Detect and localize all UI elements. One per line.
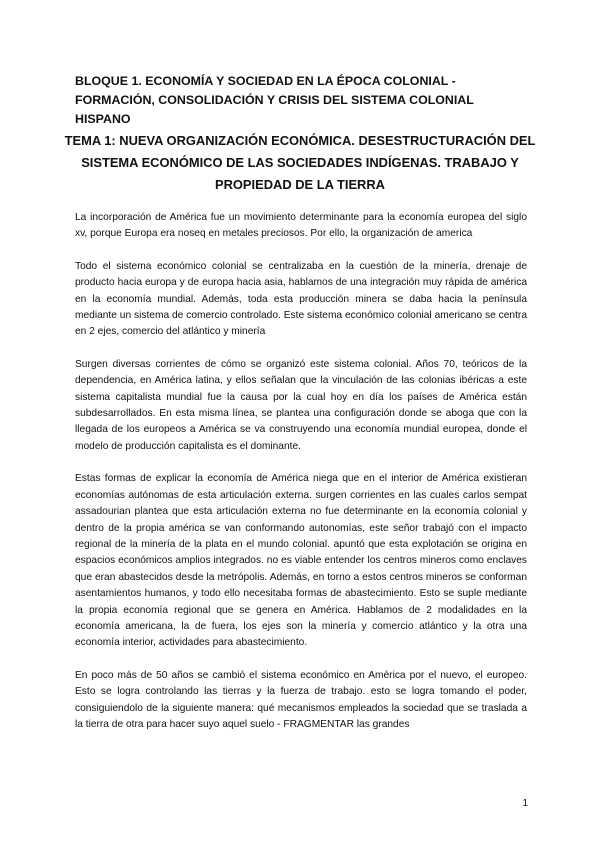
paragraph: Estas formas de explicar la economía de América niega que en el interior de América existieran economías autónomas de esta articulación externa. surgen corrientes en las cuales carlos sempat assadourian plantea que esta articulación externa no fue determinante en la economía colonial y dentro de la propia américa se van conformando autonomías, este señor trabajó con el impacto regional de la minería de la plata en el mundo colonial. apuntó que esta explotación se origina en espacios económicos amplios integrados. no es viable entender los centros mineros como enclaves que eran abastecidos desde la metrópolis. Además, en torno a estos centros mineros se conforman asentamientos humanos, y todo ello necesitaba formas de abastecimiento. Esto se suple mediante la propia economía regional que se genera en América. Hablamos de 2 modalidades en la economía americana, la de fuera, los ejes son la minería y comercio atlántico y la otra una economía interior, actividades para abastecimiento. — [75, 473, 527, 649]
block-title: BLOQUE 1. ECONOMÍA Y SOCIEDAD EN LA ÉPOCA COLONIAL - FORMACIÓN, CONSOLIDACIÓN Y CRISIS DEL SISTEMA COLONIAL HISPANO — [75, 74, 474, 126]
paragraph: Todo el sistema económico colonial se centralizaba en la cuestión de la minería, drenaje de producto hacia europa y de europa hacia asia, hablamos de una integración muy rápida de américa en la economía mundial. Además, toda esta producción minera se daba hacia la península mediante un sistema de comercio controlado. Este sistema económico colonial americano se centra en 2 ejes, comercio del atlántico y minería — [75, 260, 527, 338]
paragraph: La incorporación de América fue un movimiento determinante para la economía europea del siglo xv, porque Europa era noseq en metales preciosos. Por ello, la organización de america — [75, 212, 527, 240]
paragraph: Surgen diversas corrientes de cómo se organizó este sistema colonial. Años 70, teóricos de la dependencia, en América latina, y ellos señalan que la vinculación de las colonias ibéricas a este sistema capitalista mundial fue la causa por la cual hoy en día los países de América están subdesarrollados. En esta misma línea, se plantea una configuración donde se aboga que con la llegada de los europeos a América se va construyendo una economía mundial europea, donde el modelo de producción capitalista es el dominante. — [75, 358, 527, 452]
document-body — [75, 210, 527, 749]
paragraph: En poco más de 50 años se cambió el sistema económico en América por el nuevo, el europeo. Esto se logra controlando las tierras y la fuerza de trabajo. esto se logra tomando el poder, consiguiendolo de la siguiente manera: qué mecanismos empleados la sociedad que se traslada a la tierra de otra para hacer suyo aquel suelo - FRAGMENTAR las grandes — [75, 669, 527, 730]
page-number: 1 — [522, 798, 528, 809]
topic-title: TEMA 1: NUEVA ORGANIZACIÓN ECONÓMICA. DESESTRUCTURACIÓN DEL SISTEMA ECONÓMICO DE LAS SOCIEDADES INDÍGENAS. TRABAJO Y PROPIEDAD DE LA TIERRA — [64, 133, 536, 192]
